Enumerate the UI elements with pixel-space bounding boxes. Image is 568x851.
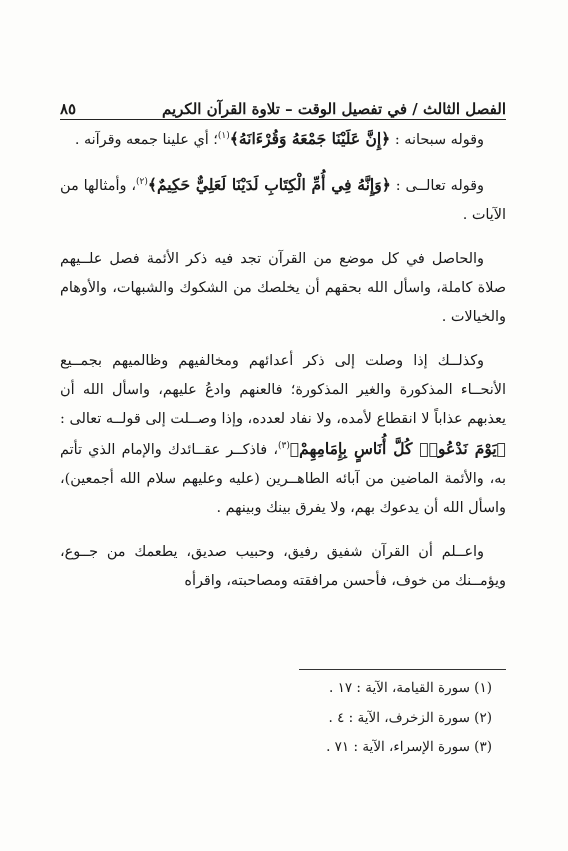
running-header <box>60 94 506 118</box>
footnote-ref: (٢) <box>135 177 148 188</box>
footnote-ref: (١) <box>217 131 230 142</box>
footnotes <box>60 674 506 763</box>
page-number: ٨٥ <box>60 100 77 118</box>
paragraph: والحاصل في كل موضع من القرآن تجد فيه ذكر الأئمة فصل علــيهم صلاة كاملة، واسأل الله بحقهم أن يخلصك من الشكوك والشبهات، والأوهام والخيالات . <box>60 251 506 325</box>
paragraph: واعــلم أن القرآن شفيق رفيق، وحبيب صديق، يطعمك من جــوع، ويؤمــنك من خوف، فأحسن مرافقته ومصاحبته، واقرأه <box>60 544 506 589</box>
paragraph: وكذلــك إذا وصلت إلى ذكر أعدائهم ومخالفيهم وظالميهم بجمــيع الأنحــاء المذكورة والغير المذكورة؛ فالعنهم وادعُ عليهم، واسأل الله أن يعذبهم عذاباً لا انقطاع لأمده، ولا نفاد لعدده، وإذا وصــلت إلى قولــه تعالى : ﴿يَوْمَ نَدْعُوا۟ كُلَّ أُنَاسٍ بِإِمَامِهِمْ﴾$^{(٣)}$، فاذكــر عقــائدك والإمام الذي تأتم به، والأئمة الماضين من آبائه الطاهــرين (عليه وعليهم سلام الله أجمعين)، واسأل الله أن يدعوك بهم، ولا يفرق بينك وبينهم . <box>60 353 506 516</box>
quran-verse: ﴿وَإِنَّهُ فِي أُمِّ الْكِتَابِ لَدَيْنَا لَعَلِيٌّ حَكِيمٌ﴾ <box>147 175 391 194</box>
footnote: (٢) سورة الزخرف، الآية : ٤ . <box>328 709 492 726</box>
chapter-title: الفصل الثالث / في تفصيل الوقت – تلاوة القرآن الكريم <box>162 100 506 118</box>
paragraph: وقوله سبحانه : ﴿إِنَّ عَلَيْنَا جَمْعَهُ وَقُرْءَانَهُ﴾$^{(١)}$؛ أي علينا جمعه وقرآنه . <box>74 129 484 148</box>
footnote: (٣) سورة الإسراء، الآية : ٧١ . <box>326 739 492 755</box>
quran-verse: ﴿إِنَّ عَلَيْنَا جَمْعَهُ وَقُرْءَانَهُ﴾ <box>229 129 391 148</box>
footnote-rule <box>299 669 506 670</box>
footnote: (١) سورة القيامة، الآية : ١٧ . <box>329 680 492 696</box>
quran-verse: ﴿يَوْمَ نَدْعُوا۟ كُلَّ أُنَاسٍ بِإِمَامِهِمْ﴾ <box>289 439 506 458</box>
paragraph: وقوله تعالــى : ﴿وَإِنَّهُ فِي أُمِّ الْكِتَابِ لَدَيْنَا لَعَلِيٌّ حَكِيمٌ﴾$^{(٢)}$، وأمثالها من الآيات . <box>60 175 506 223</box>
main-text <box>60 124 506 596</box>
footnote-ref: (٣) <box>277 441 290 452</box>
header-rule <box>60 119 506 120</box>
